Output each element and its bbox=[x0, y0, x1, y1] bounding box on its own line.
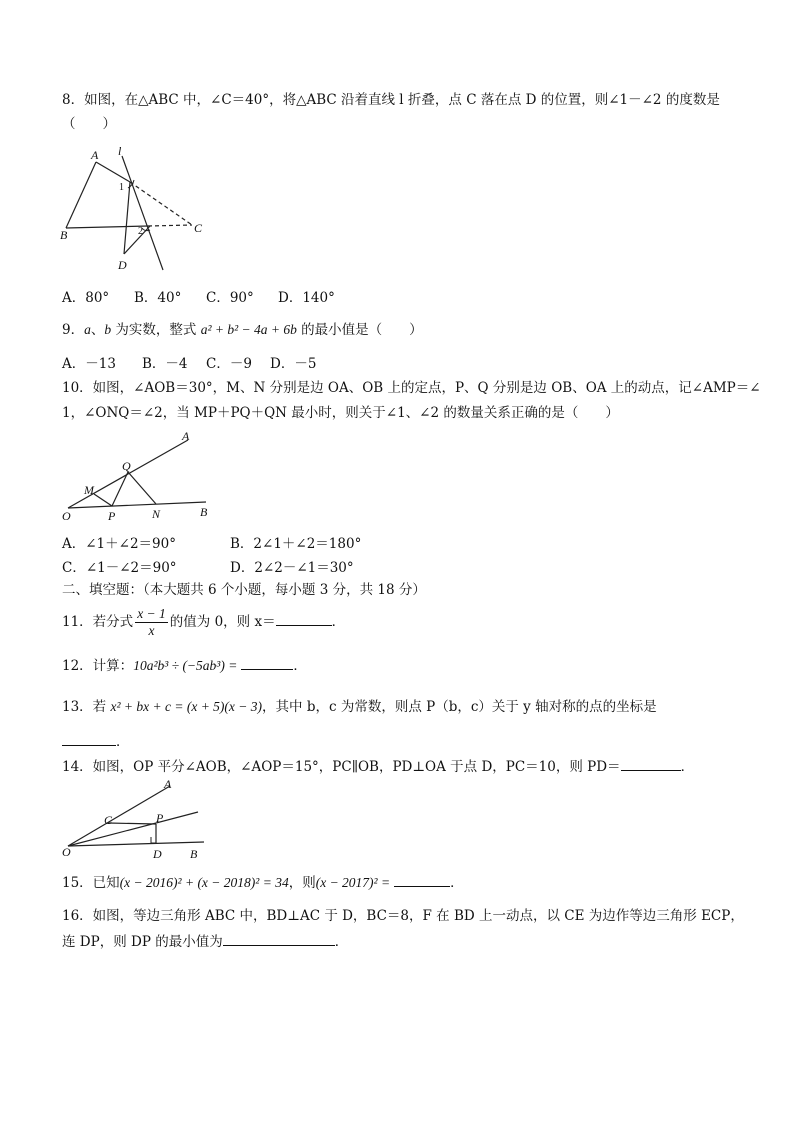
q14-end: ． bbox=[680, 759, 695, 775]
q16-stem-line1: 16．如图，等边三角形 ABC 中，BD⊥AC 于 D，BC＝8，F 在 BD 上一动点，以 CE 为边作等边三角形 ECP， bbox=[62, 908, 744, 924]
q15-end: ． bbox=[450, 875, 464, 891]
q10-stem-line1: 10．如图，∠AOB＝30°，M、N 分别是边 OA、OB 上的定点，P、Q 分别是边 OB、OA 上的动点，记∠AMP＝∠ bbox=[62, 380, 761, 396]
section-fill-in-heading: 二、填空题：（本大题共 6 个小题，每小题 3 分，共 18 分） bbox=[62, 582, 426, 598]
q14-label-p: P bbox=[156, 811, 164, 825]
q8-stem-line1: 8．如图，在△ABC 中，∠C＝40°，将△ABC 沿着直线 l 折叠，点 C 落在点 D 的位置，则∠1－∠2 的度数是 bbox=[62, 92, 720, 108]
q13-expression: x² + bx + c = (x + 5)(x − 3) bbox=[110, 699, 263, 714]
q9-separator: 、 bbox=[90, 322, 105, 338]
q10-option-b[interactable]: B．2∠1＋∠2＝180° bbox=[230, 536, 362, 552]
q8-label-c: C bbox=[194, 221, 203, 235]
q9-option-d[interactable]: D．－5 bbox=[270, 356, 317, 372]
q9-stem bbox=[62, 320, 423, 340]
q9-text: 为实数，整式 bbox=[111, 322, 201, 338]
q8-label-1: 1 bbox=[119, 182, 124, 193]
q8-label-d: D bbox=[118, 258, 127, 272]
q16-answer-blank[interactable] bbox=[223, 931, 335, 946]
q11-answer-blank[interactable] bbox=[276, 611, 332, 626]
q14-label-o: O bbox=[62, 845, 71, 859]
q8-option-c[interactable]: C．90° bbox=[206, 290, 254, 306]
q8-label-2: 2 bbox=[138, 226, 143, 237]
q8-stem-line2: （ ） bbox=[62, 116, 116, 132]
q8-option-a[interactable]: A．80° bbox=[62, 290, 110, 306]
q10-label-b: B bbox=[200, 505, 208, 519]
q10-label-p: P bbox=[108, 509, 116, 523]
q9-option-a[interactable]: A．－13 bbox=[62, 356, 116, 372]
q8-label-a: A bbox=[91, 148, 99, 162]
q10-label-n: N bbox=[152, 507, 161, 521]
q8-label-b: B bbox=[60, 228, 68, 242]
q14-label-d: D bbox=[153, 847, 162, 861]
q12-expression: 10a²b³ ÷ (−5ab³) = bbox=[133, 658, 238, 673]
q9-text-end: 的最小值是（ ） bbox=[296, 322, 423, 338]
q14-figure bbox=[58, 776, 218, 862]
q11-stem bbox=[62, 606, 345, 639]
q10-options-row1 bbox=[62, 532, 361, 552]
q14-label-a: A bbox=[164, 777, 172, 791]
q9-option-b[interactable]: B．－4 bbox=[142, 356, 188, 372]
q12-stem bbox=[62, 655, 307, 676]
q11-fraction bbox=[135, 606, 168, 639]
q8-figure bbox=[58, 142, 218, 277]
q10-option-c[interactable]: C．∠1－∠2＝90° bbox=[62, 560, 177, 576]
q10-stem-line2: 1，∠ONQ＝∠2，当 MP＋PQ＋QN 最小时，则关于∠1、∠2 的数量关系正确的是（ ） bbox=[62, 405, 619, 421]
q8-label-l: l bbox=[118, 144, 122, 158]
q10-label-q: Q bbox=[122, 459, 131, 473]
q12-text: 12．计算： bbox=[62, 658, 134, 674]
q9-option-c[interactable]: C．－9 bbox=[206, 356, 252, 372]
q14-text: 14．如图，OP 平分∠AOB，∠AOP＝15°，PC∥OB，PD⊥OA 于点 D，PC＝10，则 PD＝ bbox=[62, 759, 621, 775]
q8-option-b[interactable]: B．40° bbox=[134, 290, 182, 306]
q16-text: 连 DP，则 DP 的最小值为 bbox=[62, 934, 223, 950]
q11-end: ． bbox=[331, 614, 346, 630]
q9-var-a: a bbox=[84, 322, 91, 337]
q13-stem bbox=[62, 697, 657, 717]
q11-text-post: 的值为 0，则 x＝ bbox=[169, 614, 276, 630]
q10-label-m: M bbox=[84, 483, 94, 497]
q14-stem bbox=[62, 756, 694, 777]
q16-stem-line2 bbox=[62, 931, 348, 952]
q13-answer-line bbox=[62, 731, 130, 752]
q12-answer-blank[interactable] bbox=[241, 655, 293, 670]
q10-label-a: A bbox=[182, 429, 190, 443]
q9-options bbox=[62, 352, 316, 372]
q8-option-d[interactable]: D．140° bbox=[278, 290, 335, 306]
q13-text: 13．若 bbox=[62, 699, 111, 715]
q15-expression: (x − 2016)² + (x − 2018)² = 34 bbox=[119, 875, 289, 890]
q14-label-c: C bbox=[104, 813, 113, 827]
q13-answer-blank[interactable] bbox=[62, 731, 116, 746]
q16-end: ． bbox=[334, 934, 349, 950]
q9-var-b: b bbox=[104, 322, 112, 337]
q11-text: 11．若分式 bbox=[62, 614, 134, 630]
q10-label-o: O bbox=[62, 509, 71, 523]
q8-options bbox=[62, 286, 335, 306]
q15-text: 15．已知 bbox=[62, 875, 120, 891]
q13-end: ． bbox=[116, 734, 130, 750]
q15-answer-blank[interactable] bbox=[394, 872, 450, 887]
q12-end: ． bbox=[293, 658, 307, 674]
q11-numerator: x − 1 bbox=[137, 606, 166, 621]
q10-figure bbox=[58, 428, 228, 523]
q10-option-d[interactable]: D．2∠2－∠1＝30° bbox=[230, 560, 354, 576]
q9-number: 9． bbox=[62, 322, 85, 338]
q11-denominator: x bbox=[148, 623, 155, 638]
q14-label-b: B bbox=[190, 847, 198, 861]
q10-option-a[interactable]: A．∠1＋∠2＝90° bbox=[62, 536, 176, 552]
q14-answer-blank[interactable] bbox=[621, 756, 681, 771]
q15-text-mid: ，则 bbox=[288, 875, 316, 891]
q15-stem bbox=[62, 872, 464, 893]
q10-options-row2 bbox=[62, 556, 354, 576]
q15-expression-2: (x − 2017)² = bbox=[315, 875, 391, 890]
q9-expression: a² + b² − 4a + 6b bbox=[200, 322, 297, 337]
q13-text-post: ，其中 b，c 为常数，则点 P（b，c）关于 y 轴对称的点的坐标是 bbox=[262, 699, 657, 715]
